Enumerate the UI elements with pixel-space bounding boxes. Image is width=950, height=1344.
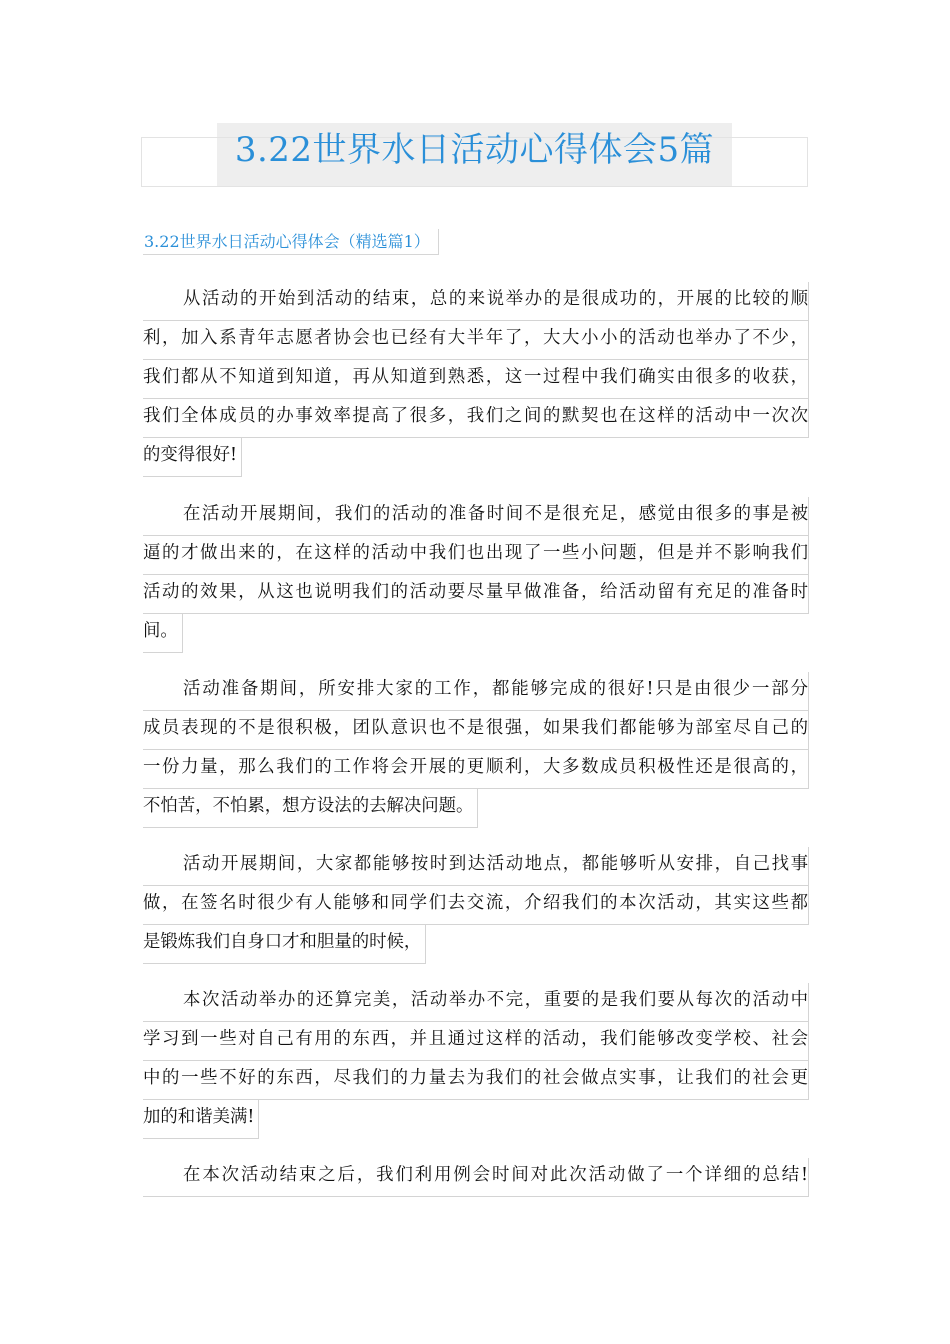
paragraph-6 — [143, 1158, 809, 1197]
paragraph-1 — [143, 282, 809, 477]
paragraph-line: 逼的才做出来的，在这样的活动中我们也出现了一些小问题，但是并不影响我们 — [143, 536, 809, 575]
document-title: 3.22世界水日活动心得体会5篇 — [234, 130, 715, 170]
paragraph-line: 本次活动举办的还算完美，活动举办不完，重要的是我们要从每次的活动中 — [143, 983, 809, 1022]
paragraph-line: 间。 — [143, 614, 183, 653]
paragraph-line: 是锻炼我们自身口才和胆量的时候， — [143, 925, 426, 964]
paragraph-line: 学习到一些对自己有用的东西，并且通过这样的活动，我们能够改变学校、社会 — [143, 1022, 809, 1061]
paragraph-line: 活动开展期间，大家都能够按时到达活动地点，都能够听从安排，自己找事 — [143, 847, 809, 886]
paragraph-line: 的变得很好! — [143, 438, 242, 477]
paragraph-3 — [143, 672, 809, 828]
paragraph-2 — [143, 497, 809, 653]
paragraph-line: 加的和谐美满! — [143, 1100, 259, 1139]
paragraph-line: 做，在签名时很少有人能够和同学们去交流，介绍我们的本次活动，其实这些都 — [143, 886, 809, 925]
paragraph-line: 活动准备期间，所安排大家的工作，都能够完成的很好!只是由很少一部分 — [143, 672, 809, 711]
section-heading: 3.22世界水日活动心得体会（精选篇1） — [143, 229, 439, 255]
paragraph-5 — [143, 983, 809, 1139]
paragraph-line: 我们都从不知道到知道，再从知道到熟悉，这一过程中我们确实由很多的收获， — [143, 360, 809, 399]
paragraph-line: 在活动开展期间，我们的活动的准备时间不是很充足，感觉由很多的事是被 — [143, 497, 809, 536]
paragraph-line: 利，加入系青年志愿者协会也已经有大半年了，大大小小的活动也举办了不少， — [143, 321, 809, 360]
paragraph-4 — [143, 847, 809, 964]
paragraph-line: 我们全体成员的办事效率提高了很多，我们之间的默契也在这样的活动中一次次 — [143, 399, 809, 438]
paragraph-line: 成员表现的不是很积极，团队意识也不是很强，如果我们都能够为部室尽自己的 — [143, 711, 809, 750]
paragraph-line: 中的一些不好的东西，尽我们的力量去为我们的社会做点实事，让我们的社会更 — [143, 1061, 809, 1100]
paragraph-line: 一份力量，那么我们的工作将会开展的更顺利，大多数成员积极性还是很高的， — [143, 750, 809, 789]
paragraph-line: 活动的效果，从这也说明我们的活动要尽量早做准备，给活动留有充足的准备时 — [143, 575, 809, 614]
paragraph-line: 从活动的开始到活动的结束，总的来说举办的是很成功的，开展的比较的顺 — [143, 282, 809, 321]
paragraph-line: 在本次活动结束之后，我们利用例会时间对此次活动做了一个详细的总结! — [143, 1158, 809, 1197]
paragraph-line: 不怕苦，不怕累，想方设法的去解决问题。 — [143, 789, 478, 828]
